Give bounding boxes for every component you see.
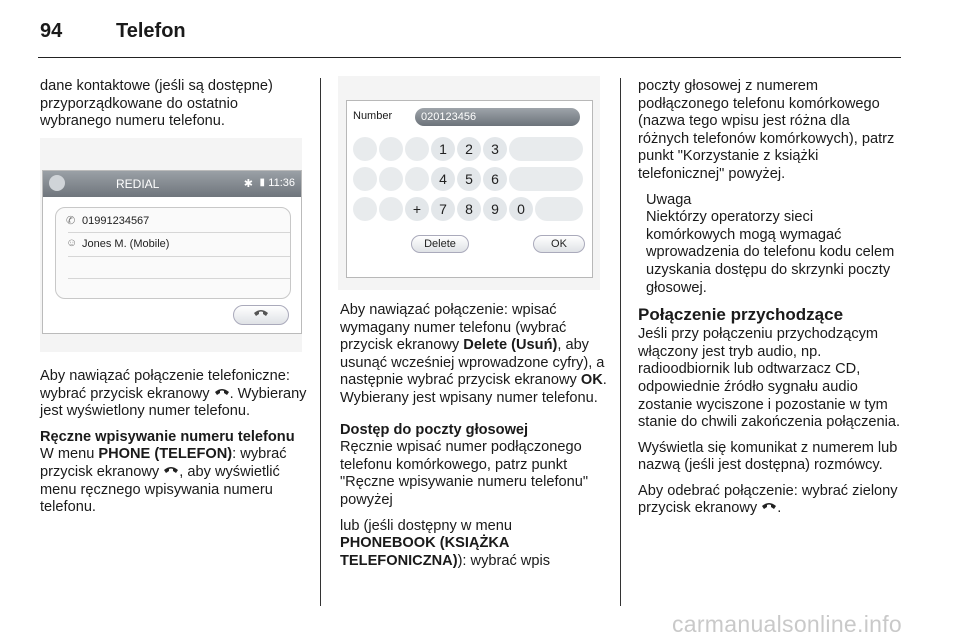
note-text: Niektórzy operatorzy sieci komórkowych mogą wymagać wprowadzenia do telefonu kodu celem uzyskania dostępu do skrzynki poczty głosowej. [646,209,895,296]
clock: 11:36 [268,177,295,189]
redial-title: REDIAL [116,177,160,191]
key-blank [509,137,583,161]
col3-paragraph-1: poczty głosowej z numerem podłączonego telefonu komórkowego (nazwa tego wpisu jest różna dla różnych telefonów komórkowych), patrz punkt "Korzystanie z książki telefonicznej" powyżej. [638,78,895,182]
key-blank [353,137,377,161]
list-divider [68,278,290,279]
key-3[interactable]: 3 [483,137,507,161]
col3-paragraph-3: Wyświetla się komunikat z numerem lub nazwą (jeśli jest dostępna) rozmówcy. [638,439,898,474]
key-9[interactable]: 9 [483,197,507,221]
page-number: 94 [40,20,63,42]
call-button-icon [214,388,230,399]
key-0[interactable]: 0 [509,197,533,221]
redial-list [55,207,291,299]
redial-number: 01991234567 [82,215,150,227]
phone-handset-icon [251,308,271,322]
column-divider-1 [320,78,321,606]
call-button[interactable] [233,305,289,325]
list-divider [68,256,290,257]
col1-paragraph-2: Aby nawiązać połączenie telefoniczne: wybrać przycisk ekranowy . Wybierany jest wyświetlony numer telefonu. [40,368,307,420]
ok-button[interactable]: OK [533,235,585,253]
col1-paragraph-1: dane kontaktowe (jeśli są dostępne) przyporządkowane do ostatnio wybranego numeru telefonu. [40,78,273,130]
col2-paragraph-1: Aby nawiązać połączenie: wpisać wymagany numer telefonu (wybrać przycisk ekranowy Delete (Usuń), aby usunąć wcześniej wprowadzone cyfry), a następnie wybrać przycisk ekranowy OK. Wybierany jest wpisany numer telefonu. [340,302,607,406]
number-label: Number [353,110,393,122]
key-1[interactable]: 1 [431,137,455,161]
bluetooth-icon: ✱ [243,178,253,190]
redial-title-bar [43,171,301,197]
key-blank [353,167,377,191]
key-blank [535,197,583,221]
delete-button[interactable]: Delete [411,235,469,253]
page-title: Telefon [116,20,186,42]
signal-icon: ▮ [259,177,265,188]
column-2 [340,302,608,578]
col3-paragraph-4: Aby odebrać połączenie: wybrać zielony przycisk ekranowy . [638,482,898,517]
number-input[interactable]: 020123456 [415,108,580,126]
list-divider [68,232,290,233]
col1-paragraph-3: W menu PHONE (TELEFON): wybrać przycisk ekranowy , aby wyświetlić menu ręcznego wpisywania numeru telefonu. [40,446,287,516]
key-plus[interactable]: + [405,197,429,221]
call-button-icon [163,466,179,477]
column-divider-2 [620,78,621,606]
watermark: carmanualsonline.info [671,611,902,637]
key-8[interactable]: 8 [457,197,481,221]
phone-small-icon: ✆ [66,215,76,227]
section-heading-incoming-call: Połączenie przychodzące [638,305,844,325]
note-block [638,192,904,298]
call-button-icon [761,502,777,513]
redial-contact: Jones M. (Mobile) [82,238,170,250]
keypad-screen [338,76,600,290]
header-rule [38,57,901,58]
key-blank [509,167,583,191]
key-blank [405,167,429,191]
column-1 [40,78,308,139]
back-icon[interactable] [49,175,65,191]
note-title: Uwaga [646,191,692,208]
column-1-lower [40,368,308,525]
key-blank [405,137,429,161]
key-4[interactable]: 4 [431,167,455,191]
key-blank [353,197,377,221]
col2-paragraph-2: Ręcznie wpisać numer podłączonego telefonu komórkowego, patrz punkt "Ręczne wpisywanie numeru telefonu" powyżej [340,439,589,508]
key-5[interactable]: 5 [457,167,481,191]
key-6[interactable]: 6 [483,167,507,191]
key-7[interactable]: 7 [431,197,455,221]
section-heading-voicemail: Dostęp do poczty głosowej [340,421,529,438]
redial-display [42,170,302,334]
contact-icon: ☺ [66,237,78,249]
col3-paragraph-2: Jeśli przy połączeniu przychodzącym włączony jest tryb audio, np. radioodbiornik lub odtwarzacz CD, odpowiednie źródło sygnału audio zostanie wyciszone i pozostanie w tym stanie do chwili zakończenia połączenia. [638,326,901,431]
key-blank [379,197,403,221]
column-3 [638,78,904,526]
keypad-display [346,100,593,278]
section-heading-manual-entry: Ręczne wpisywanie numeru telefonu [40,428,295,445]
col2-paragraph-3: lub (jeśli dostępny w menu PHONEBOOK (KSIĄŻKA TELEFONICZNA)): wybrać wpis [340,517,551,569]
key-blank [379,167,403,191]
redial-screen [40,138,302,352]
key-2[interactable]: 2 [457,137,481,161]
key-blank [379,137,403,161]
